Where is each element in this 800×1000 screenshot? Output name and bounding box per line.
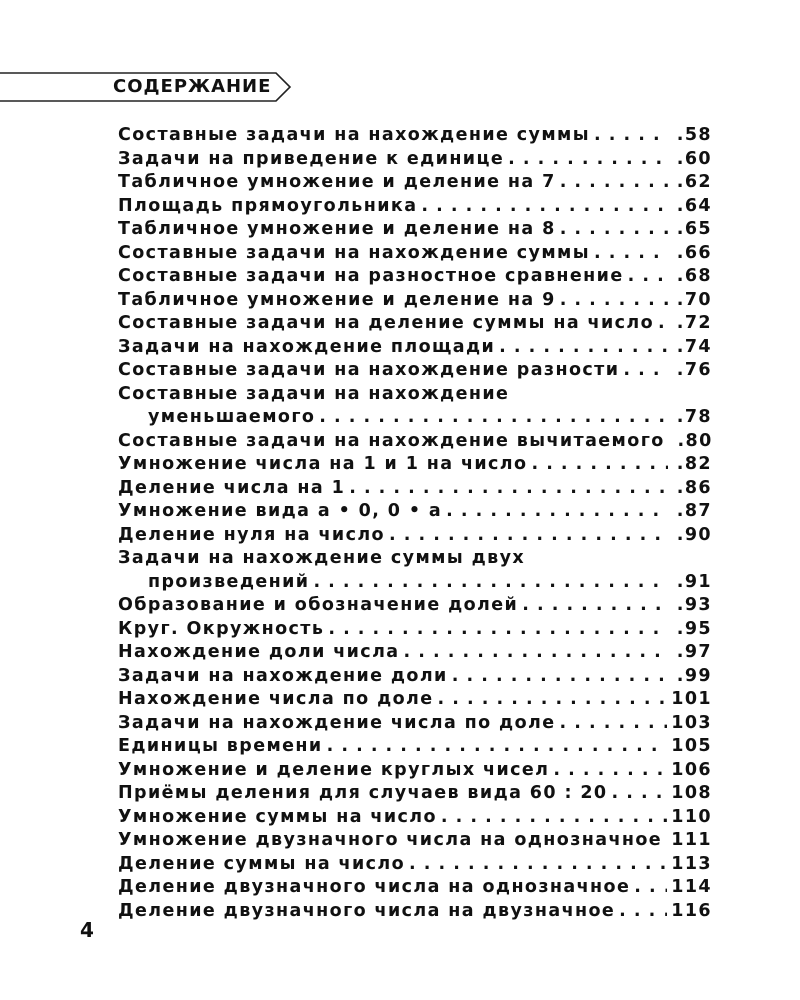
toc-entry — [118, 853, 712, 877]
dot-leader — [499, 336, 668, 360]
toc-entry-title: Составные задачи на нахождение разности — [118, 360, 620, 380]
toc-entry-title: Умножение суммы на число — [118, 806, 437, 827]
toc-entry-page: .62 — [676, 172, 712, 192]
toc-entry-page: .91 — [676, 571, 712, 592]
toc-entry-title: Умножение двузначного числа на однозначное — [118, 830, 663, 850]
toc-entry-page: .97 — [676, 642, 712, 662]
toc-entry — [118, 900, 712, 924]
toc-entry-page: .66 — [676, 242, 712, 263]
dot-leader — [560, 712, 668, 736]
toc-entry-title: Приёмы деления для случаев вида 60 : 20 — [118, 783, 608, 803]
dot-leader — [623, 359, 668, 383]
toc-entry-title: Табличное умножение и деление на 9 — [118, 289, 556, 310]
toc-entry-page: .70 — [676, 289, 712, 310]
toc-entry — [118, 735, 712, 759]
dot-leader — [389, 524, 668, 548]
toc-entry — [118, 829, 712, 853]
toc-entry-title-continuation: произведений — [148, 571, 310, 592]
toc-entry-page: .82 — [676, 454, 712, 474]
toc-entry-title: Задачи на нахождение площади — [118, 336, 496, 357]
toc-entry — [118, 547, 712, 571]
toc-entry — [118, 148, 712, 172]
toc-entry-title: Деление двузначного числа на однозначное — [118, 877, 631, 897]
toc-entry — [118, 876, 712, 900]
toc-entry-title: Составные задачи на деление суммы на число — [118, 313, 655, 333]
toc-entry-page: 101 — [671, 689, 712, 709]
dot-leader — [438, 688, 668, 712]
toc-entry — [118, 171, 712, 195]
toc-entry — [118, 336, 712, 360]
toc-entry-page: .60 — [676, 148, 712, 169]
toc-entry — [118, 218, 712, 242]
toc-entry — [118, 242, 712, 266]
dot-leader — [628, 265, 668, 289]
toc-entry-title: Умножение числа на 1 и 1 на число — [118, 454, 528, 474]
toc-entry-title: Деление двузначного числа на двузначное — [118, 900, 616, 921]
toc-entry-title: Составные задачи на разностное сравнение — [118, 266, 624, 286]
toc-entry-title: Образование и обозначение долей — [118, 595, 519, 615]
toc-entry-page: 111 — [671, 830, 712, 850]
page-number: 4 — [80, 918, 94, 942]
dot-leader — [531, 453, 668, 477]
dot-leader — [319, 406, 668, 430]
toc-entry — [118, 383, 712, 407]
dot-leader — [619, 900, 667, 924]
toc-entry-page: .90 — [676, 524, 712, 545]
toc-entry-page: 103 — [671, 712, 712, 733]
toc-entry-title: Составные задачи на нахождение вычитаемого — [118, 430, 665, 451]
dot-leader — [508, 148, 668, 172]
toc-entry-title: Задачи на нахождение суммы двух — [118, 548, 526, 568]
toc-entry — [118, 712, 712, 736]
toc-entry — [118, 359, 712, 383]
toc-entry-title: Площадь прямоугольника — [118, 195, 418, 216]
toc-entry-title: Деление числа на 1 — [118, 477, 346, 498]
toc-entry — [118, 806, 712, 830]
toc-entry-continuation — [118, 571, 712, 595]
toc-entry-page: .65 — [676, 219, 712, 239]
toc-entry — [118, 312, 712, 336]
dot-leader — [421, 195, 668, 219]
toc-entry-title-continuation: уменьшаемого — [148, 407, 316, 427]
toc-entry-title: Деление нуля на число — [118, 524, 385, 545]
toc-entry — [118, 524, 712, 548]
dot-leader — [446, 500, 668, 524]
toc-entry-page: .78 — [676, 407, 712, 427]
toc-entry-page: 105 — [671, 736, 712, 756]
toc-entry-page: .72 — [676, 313, 712, 333]
toc-entry — [118, 641, 712, 665]
toc-entry — [118, 688, 712, 712]
toc-entry — [118, 477, 712, 501]
toc-entry-title: Круг. Окружность — [118, 618, 325, 639]
dot-leader — [349, 477, 668, 501]
toc-entry-page: .68 — [676, 266, 712, 286]
toc-entry-page: 108 — [671, 783, 712, 803]
dot-leader — [658, 312, 668, 336]
toc-entry — [118, 265, 712, 289]
toc-entry — [118, 759, 712, 783]
toc-entry-title: Табличное умножение и деление на 8 — [118, 219, 556, 239]
dot-leader — [328, 618, 668, 642]
table-of-contents — [118, 124, 712, 923]
toc-entry — [118, 430, 712, 454]
dot-leader — [560, 171, 668, 195]
dot-leader — [666, 829, 667, 853]
toc-entry — [118, 289, 712, 313]
toc-entry-title: Составные задачи на нахождение суммы — [118, 242, 590, 263]
toc-entry-page: 113 — [671, 853, 712, 874]
toc-entry-title: Умножение вида а • 0, 0 • а — [118, 501, 443, 521]
dot-leader — [327, 735, 668, 759]
dot-leader — [560, 289, 668, 313]
toc-entry-page: .95 — [676, 618, 712, 639]
dot-leader — [522, 594, 668, 618]
toc-entry-title: Задачи на приведение к единице — [118, 148, 505, 169]
toc-entry-page: .87 — [676, 501, 712, 521]
toc-entry-page: .93 — [676, 595, 712, 615]
toc-entry — [118, 665, 712, 689]
toc-entry-title: Умножение и деление круглых чисел — [118, 759, 550, 780]
dot-leader — [560, 218, 668, 242]
toc-entry — [118, 124, 712, 148]
toc-entry — [118, 594, 712, 618]
section-header — [0, 70, 300, 104]
toc-entry-title: Единицы времени — [118, 736, 323, 756]
toc-entry-title: Задачи на нахождение числа по доле — [118, 712, 556, 733]
toc-entry-page: .76 — [676, 360, 712, 380]
toc-entry — [118, 782, 712, 806]
dot-leader — [634, 876, 667, 900]
dot-leader — [404, 641, 668, 665]
toc-entry-continuation — [118, 406, 712, 430]
toc-entry-page: .99 — [676, 665, 712, 686]
toc-entry-page: 110 — [671, 806, 712, 827]
toc-entry-title: Нахождение доли числа — [118, 642, 400, 662]
toc-entry-page: 116 — [671, 900, 712, 921]
toc-entry — [118, 618, 712, 642]
dot-leader — [612, 782, 668, 806]
toc-entry-page: .74 — [676, 336, 712, 357]
dot-leader — [594, 242, 668, 266]
dot-leader — [553, 759, 667, 783]
toc-entry — [118, 453, 712, 477]
toc-entry — [118, 500, 712, 524]
toc-entry-title: Деление суммы на число — [118, 853, 406, 874]
toc-entry-page: 114 — [671, 877, 712, 897]
dot-leader — [409, 853, 667, 877]
dot-leader — [594, 124, 668, 148]
toc-entry-title: Табличное умножение и деление на 7 — [118, 172, 556, 192]
toc-entry-title: Задачи на нахождение доли — [118, 665, 448, 686]
toc-entry-page: .58 — [676, 125, 712, 145]
toc-entry-title: Составные задачи на нахождение суммы — [118, 125, 590, 145]
toc-entry-title: Составные задачи на нахождение — [118, 383, 510, 404]
toc-entry — [118, 195, 712, 219]
toc-entry-page: .80 — [677, 430, 713, 451]
toc-entry-page: .86 — [676, 477, 712, 498]
dot-leader — [452, 665, 668, 689]
toc-entry-page: .64 — [676, 195, 712, 216]
dot-leader — [313, 571, 668, 595]
section-title: СОДЕРЖАНИЕ — [113, 76, 272, 97]
dot-leader — [441, 806, 667, 830]
toc-entry-title: Нахождение числа по доле — [118, 689, 434, 709]
toc-entry-page: 106 — [671, 759, 712, 780]
